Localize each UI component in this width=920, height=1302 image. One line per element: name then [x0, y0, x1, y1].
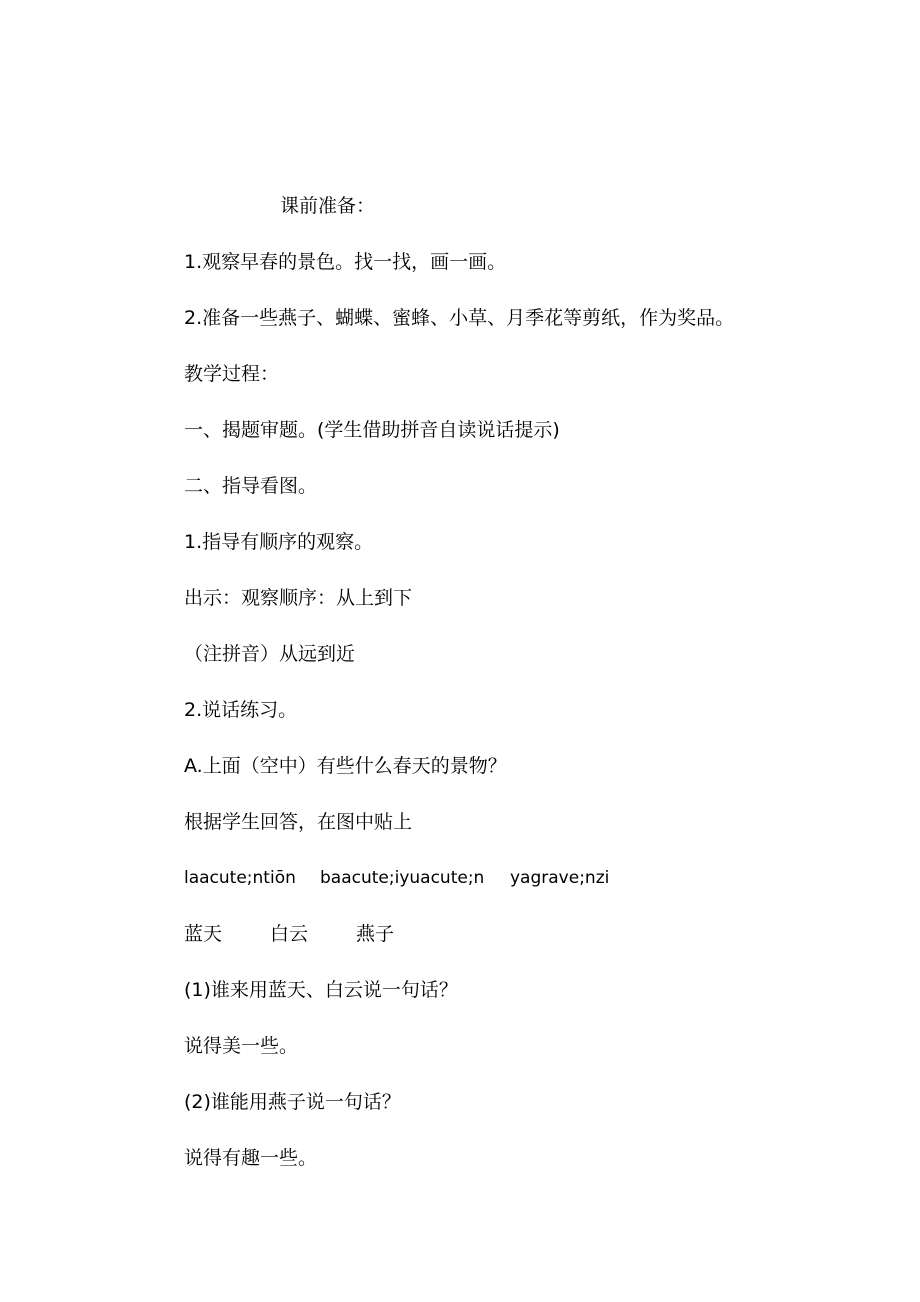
- prep-item-1: 1.观察早春的景色。找一找，画一画。: [184, 251, 507, 273]
- show-order: 出示：观察顺序：从上到下: [184, 587, 413, 609]
- process-title: 教学过程：: [184, 363, 280, 385]
- pinyin-word: yagrave;nzi: [510, 868, 610, 888]
- guide-1: 1.指导有顺序的观察。: [184, 531, 374, 553]
- step-1: 一、揭题审题。(学生借助拼音自读说话提示): [184, 419, 560, 441]
- hanzi-word: 燕子: [356, 923, 395, 945]
- heading-preparation: 课前准备：: [280, 195, 376, 217]
- pinyin-word: laacute;ntiōn: [184, 868, 296, 888]
- question-1: (1)谁来用蓝天、白云说一句话？: [184, 979, 458, 1001]
- question-2: (2)谁能用燕子说一句话？: [184, 1091, 401, 1113]
- hanzi-word: 蓝天: [184, 923, 223, 945]
- answer-hint: 根据学生回答，在图中贴上: [184, 811, 413, 833]
- question-1-note: 说得美一些。: [184, 1035, 299, 1057]
- question-2-note: 说得有趣一些。: [184, 1147, 318, 1169]
- hanzi-word: 白云: [270, 923, 309, 945]
- prep-item-2: 2.准备一些燕子、蝴蝶、蜜蜂、小草、月季花等剪纸，作为奖品。: [184, 307, 735, 329]
- pinyin-note: （注拼音）从远到近: [184, 643, 356, 665]
- step-2: 二、指导看图。: [184, 475, 318, 497]
- guide-2: 2.说话练习。: [184, 699, 298, 721]
- question-a: A.上面（空中）有些什么春天的景物？: [184, 755, 507, 777]
- pinyin-word: baacute;iyuacute;n: [320, 868, 485, 888]
